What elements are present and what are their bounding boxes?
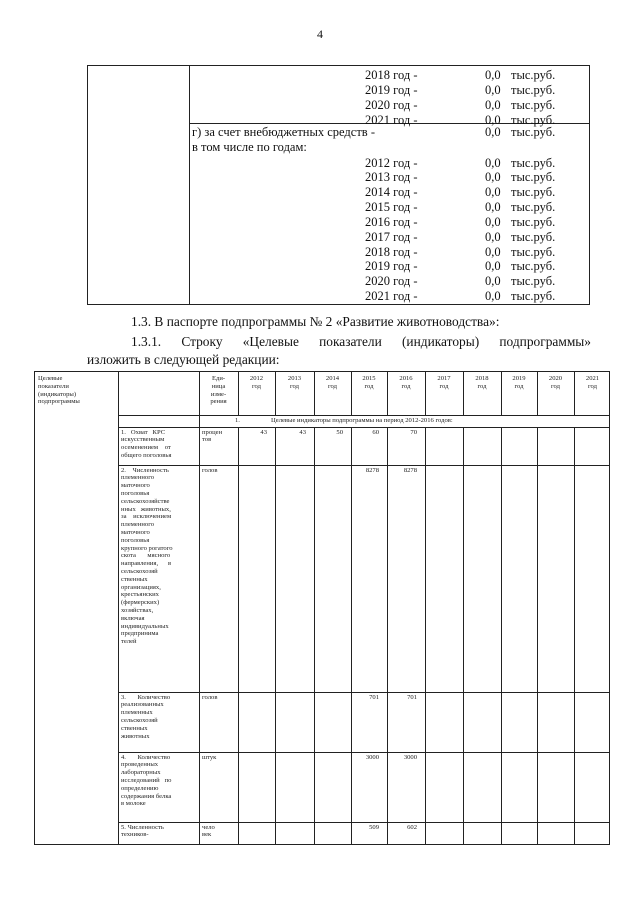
indicator-unit: чело — [202, 823, 215, 831]
indicator-name-line: сельскохозяй — [121, 567, 158, 575]
funding-unit: тыс.руб. — [511, 170, 556, 185]
funding-unit: тыс.руб. — [511, 229, 556, 244]
unit-header-line: Еди- — [211, 375, 226, 382]
funding-unit: тыс.руб. — [511, 244, 556, 259]
table-column-rule — [463, 372, 464, 844]
indicators-table — [34, 371, 610, 845]
year-header-word: год — [289, 382, 299, 390]
indicator-value: 701 — [407, 693, 417, 701]
indicator-name-line: маточного — [121, 528, 150, 536]
indicator-name-line: маточного — [121, 482, 150, 490]
table-column-rule — [387, 372, 388, 844]
row-label-line: (индикаторы) — [38, 390, 77, 398]
year-header-word: год — [439, 382, 449, 390]
funding-year: 2019 год - — [365, 259, 418, 274]
funding-unit: тыс.руб. — [511, 289, 556, 304]
year-header: 2018 — [475, 375, 489, 382]
funding-value: 0,0 — [485, 200, 501, 215]
indicator-unit: процен — [202, 428, 223, 436]
indicator-name-line: хозяйствах, — [121, 606, 154, 614]
funding-year: 2021 год - — [365, 289, 418, 304]
indicator-name-line: предпринима — [121, 630, 159, 638]
table-column-rule — [537, 372, 538, 844]
paragraph-1-3-1-continuation: изложить в следующей редакции: — [87, 352, 280, 367]
funding-value: 0,0 — [485, 155, 501, 170]
indicator-name-line: 1. Охват КРС — [121, 428, 166, 436]
indicator-name-line: реализованных — [121, 701, 164, 709]
funding-year: 2020 год - — [365, 274, 418, 289]
funding-value: 0,0 — [485, 229, 501, 244]
year-header-word: год — [550, 382, 560, 390]
funding-value: 0,0 — [485, 289, 501, 304]
indicator-value: 8278 — [403, 466, 417, 474]
funding-value: 0,0 — [485, 259, 501, 274]
indicator-name-line: скота мясного — [121, 552, 171, 560]
funding-unit: тыс.руб. — [511, 185, 556, 200]
funding-value: 0,0 — [485, 185, 501, 200]
funding-year: 2012 год - — [365, 155, 418, 170]
funding-value: 0,0 — [485, 82, 501, 97]
year-header: 2017 — [437, 375, 451, 382]
funding-value: 0,0 — [485, 244, 501, 259]
indicator-name-line: животных — [121, 732, 150, 740]
indicator-value: 60 — [372, 428, 379, 436]
table-column-rule — [425, 372, 426, 844]
indicator-name-line: ственных — [121, 575, 148, 583]
funding-year: 2019 год - — [365, 82, 418, 97]
indicator-name-line: искусственным — [121, 436, 165, 444]
paragraph-1-3: 1.3. В паспорте подпрограммы № 2 «Развитие животноводства»: — [131, 314, 500, 329]
indicator-name-line: сельскохозяй — [121, 716, 158, 724]
funding-year: 2017 год - — [365, 229, 418, 244]
indicator-name-line: техников- — [121, 831, 149, 839]
indicator-name-line: племенного — [121, 474, 155, 482]
indicator-name-line: поголовья — [121, 536, 150, 544]
year-header-word: год — [587, 382, 597, 390]
indicator-value: 43 — [260, 428, 267, 436]
indicator-unit: голов — [202, 693, 218, 701]
indicator-name-line: в молоке — [121, 800, 146, 808]
funding-value: 0,0 — [485, 68, 501, 82]
section-title: Целевые индикаторы подпрограммы на период 2012-2016 годов: — [271, 417, 453, 424]
funding-value: 0,0 — [485, 170, 501, 185]
row-label-line: подпрограммы — [38, 398, 80, 406]
funding-unit: тыс.руб. — [511, 259, 556, 274]
indicator-value: 50 — [336, 428, 343, 436]
table-column-rule — [118, 372, 119, 844]
funding-value: 0,0 — [485, 274, 501, 289]
indicator-name-line: нных животных, — [121, 505, 171, 513]
indicator-name-line: 4. Количество — [121, 753, 171, 761]
funding-unit: тыс.руб. — [511, 155, 556, 170]
table-column-rule — [314, 372, 315, 844]
table-column-rule — [351, 372, 352, 844]
indicator-name-line: содержания белка — [121, 792, 172, 800]
indicator-name-line: телей — [121, 638, 137, 646]
funding-year: 2021 год - — [365, 112, 418, 127]
funding-unit: тыс.руб. — [511, 82, 556, 97]
funding-year: 2013 год - — [365, 170, 418, 185]
funding-unit: тыс.руб. — [511, 125, 556, 139]
indicator-value: 43 — [299, 428, 306, 436]
indicator-name-line: лабораторных — [121, 769, 161, 777]
funding-value: 0,0 — [485, 214, 501, 229]
funding-table-divider — [189, 66, 190, 304]
indicator-name-line: сельскохозяйстве — [121, 497, 170, 505]
funding-section-g-label: г) за счет внебюджетных средств - — [192, 125, 375, 139]
funding-unit: тыс.руб. — [511, 97, 556, 112]
indicator-value: 70 — [410, 428, 417, 436]
table-column-rule — [275, 372, 276, 844]
indicator-name-line: определению — [121, 784, 159, 792]
funding-unit: тыс.руб. — [511, 214, 556, 229]
indicator-name-line: направления, в — [121, 560, 172, 568]
indicator-name-line: крупного рогатого — [121, 544, 173, 552]
indicator-unit: голов — [202, 466, 218, 474]
paragraph-1-3-1: 1.3.1. Строку «Целевые показатели (индикаторы) подпрограммы» — [131, 334, 591, 349]
row-label-line: Целевые — [38, 375, 63, 382]
funding-year: 2018 год - — [365, 68, 418, 82]
row-label-line: показатели — [38, 382, 69, 390]
indicator-name-line: племенных — [121, 709, 153, 717]
indicator-unit: век — [202, 831, 212, 839]
year-header-word: год — [477, 382, 487, 390]
indicator-value: 701 — [369, 693, 379, 701]
funding-unit: тыс.руб. — [511, 68, 556, 82]
page-number: 4 — [317, 27, 323, 41]
table-column-rule — [501, 372, 502, 844]
indicator-value: 509 — [369, 823, 379, 831]
year-header: 2012 — [249, 375, 264, 382]
funding-value: 0,0 — [485, 125, 501, 139]
funding-year: 2016 год - — [365, 214, 418, 229]
funding-value: 0,0 — [485, 97, 501, 112]
funding-year: 2020 год - — [365, 97, 418, 112]
funding-value: 0,0 — [485, 112, 501, 127]
funding-unit: тыс.руб. — [511, 200, 556, 215]
indicator-unit: штук — [202, 753, 217, 761]
year-header: 2014 — [325, 375, 340, 382]
indicator-name-line: исследований по — [121, 776, 172, 784]
indicator-value: 8278 — [365, 466, 379, 474]
year-header: 2015 — [362, 375, 376, 382]
table-column-rule — [238, 372, 239, 844]
indicator-value: 602 — [407, 823, 417, 831]
funding-table — [87, 65, 590, 305]
year-header: 2013 — [287, 375, 302, 382]
indicator-value: 3000 — [365, 753, 379, 761]
year-header-word: год — [327, 382, 337, 390]
indicator-name-line: организациях, — [121, 583, 161, 591]
year-header-word: год — [251, 382, 261, 390]
section-row-span — [119, 416, 199, 427]
indicator-unit: тов — [202, 436, 212, 444]
indicator-name-line: 3. Количество — [121, 693, 171, 701]
indicator-name-line: общего поголовья — [121, 451, 172, 459]
indicator-name-line: крестьянских — [121, 591, 159, 599]
year-header-word: год — [514, 382, 524, 390]
indicator-name-line: осеменением от — [121, 444, 171, 452]
table-column-rule — [199, 372, 200, 844]
year-header-word: год — [364, 382, 374, 390]
indicator-name-line: ственных — [121, 724, 148, 732]
indicator-name-line: (фермерских) — [121, 599, 160, 607]
unit-header-line: ница — [211, 382, 226, 390]
indicator-name-line: индивидуальных — [121, 622, 169, 630]
indicator-name-line: проведенных — [121, 761, 159, 769]
funding-unit: тыс.руб. — [511, 274, 556, 289]
funding-year: 2015 год - — [365, 200, 418, 215]
year-header-word: год — [401, 382, 411, 390]
funding-by-years-label: в том числе по годам: — [192, 139, 307, 154]
indicator-name-line: за исключением — [121, 513, 172, 521]
section-number: 1. — [235, 417, 240, 424]
table-column-rule — [574, 372, 575, 844]
funding-year: 2014 год - — [365, 185, 418, 200]
year-header: 2019 — [512, 375, 526, 382]
year-header: 2020 — [548, 375, 563, 382]
year-header: 2021 — [585, 375, 600, 382]
indicator-name-line: 5. Численность — [121, 823, 164, 831]
funding-unit: тыс.руб. — [511, 112, 556, 127]
unit-header-line: изме- — [210, 390, 227, 398]
indicator-name-line: поголовья — [121, 489, 150, 497]
indicator-name-line: 2. Численность — [121, 466, 169, 474]
indicator-name-line: включая — [121, 614, 145, 622]
unit-header-line: рения — [210, 398, 227, 406]
funding-year: 2018 год - — [365, 244, 418, 259]
year-header: 2016 — [399, 375, 413, 382]
indicator-value: 3000 — [403, 753, 417, 761]
indicator-name-line: племенного — [121, 521, 155, 529]
